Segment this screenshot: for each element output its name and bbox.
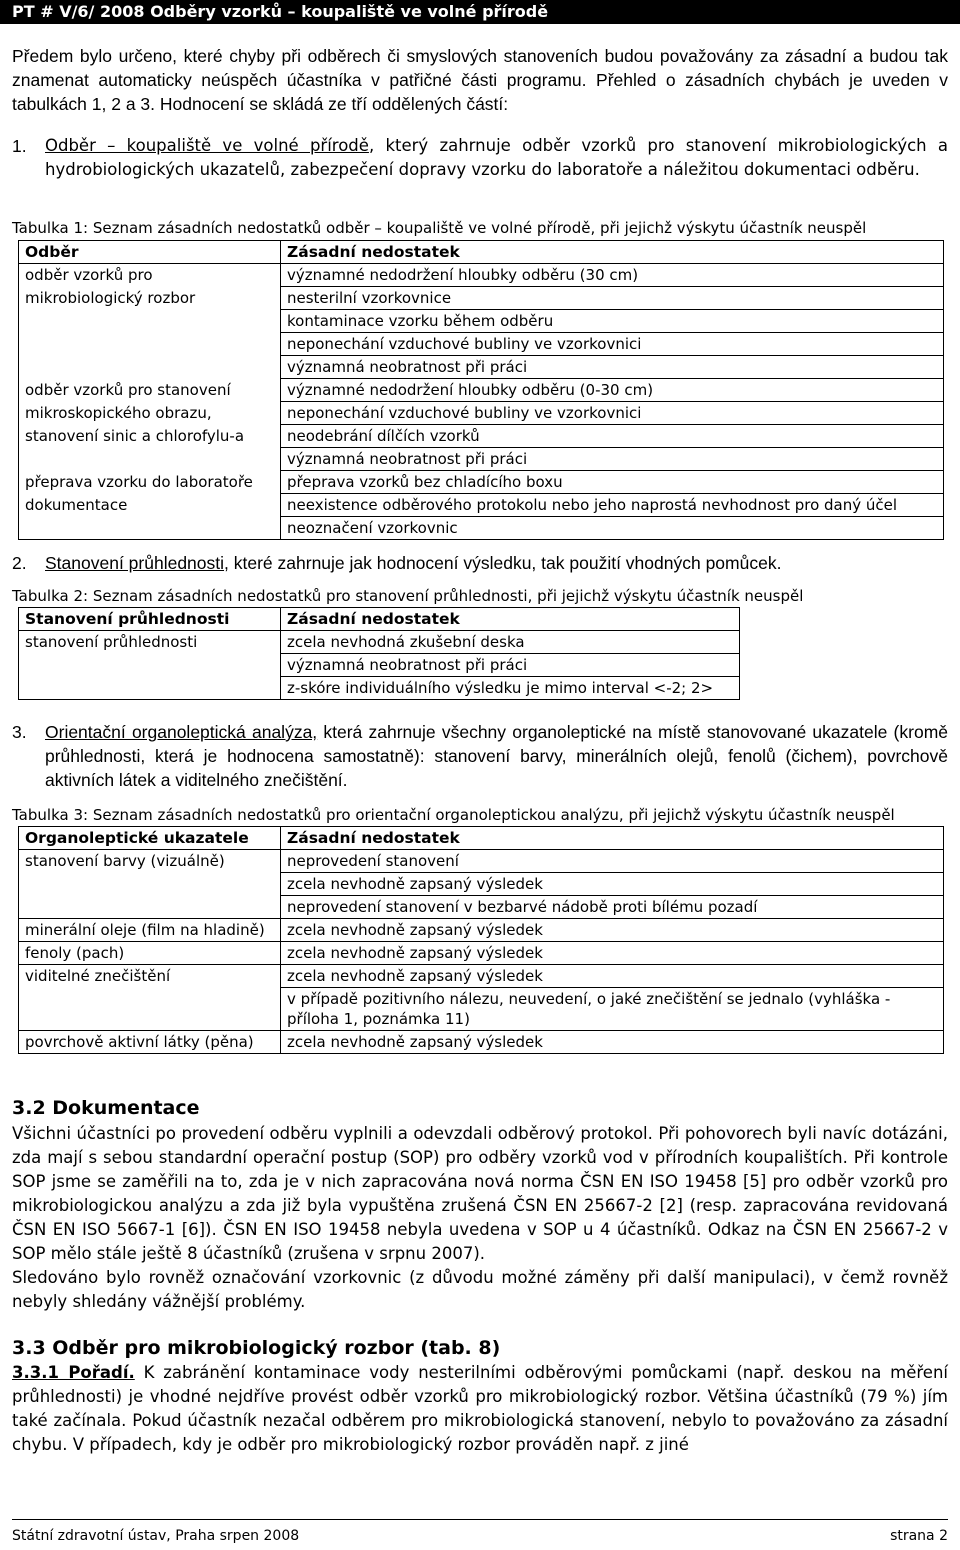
- item2-rest: , které zahrnuje jak hodnocení výsledku, tak použití vhodných pomůcek.: [224, 553, 782, 573]
- footer-institution: Státní zdravotní ústav, Praha srpen 2008: [12, 1528, 300, 1544]
- item2-paragraph: [45, 551, 948, 575]
- table-cell: mikroskopického obrazu,: [19, 402, 281, 425]
- table2-caption: Tabulka 2: Seznam zásadních nedostatků pro stanovení průhlednosti, při jejichž výskytu účastník neuspěl: [12, 587, 804, 605]
- table-row: [19, 896, 944, 919]
- table-cell: [19, 333, 281, 356]
- table-row: [19, 356, 944, 379]
- item2-lead: Stanovení průhlednosti: [45, 553, 225, 573]
- table-cell: povrchově aktivní látky (pěna): [19, 1031, 281, 1054]
- table-row: [19, 264, 944, 287]
- table-cell: neponechání vzduchové bubliny ve vzorkovnici: [281, 333, 944, 356]
- section-heading-dokumentace: 3.2 Dokumentace: [12, 1097, 200, 1119]
- table-cell: neoznačení vzorkovnic: [281, 517, 944, 540]
- table-cell: [19, 356, 281, 379]
- table-row: [19, 517, 944, 540]
- table-cell: zcela nevhodně zapsaný výsledek: [281, 873, 944, 896]
- table-cell: odběr vzorků pro stanovení: [19, 379, 281, 402]
- table-cell: zcela nevhodně zapsaný výsledek: [281, 1031, 944, 1054]
- table-row: [19, 494, 944, 517]
- running-header: PT # V/6/ 2008 Odběry vzorků – koupaliště ve volné přírodě: [0, 0, 960, 24]
- table-cell: stanovení barvy (vizuálně): [19, 850, 281, 873]
- table-cell: neexistence odběrového protokolu nebo jeho naprostá nevhodnost pro daný účel: [281, 494, 944, 517]
- table-row: [19, 333, 944, 356]
- table-row: [19, 310, 944, 333]
- table-cell: [19, 988, 281, 1031]
- item3-number: 3.: [12, 722, 27, 742]
- table-row: [19, 965, 944, 988]
- section32-paragraph1: Všichni účastníci po provedení odběru vyplnili a odevzdali odběrový protokol. Při pohovorech byli navíc dotázáni, zda mají s sebou standardní operační postup (SOP) pro odběry vzorků vod v přírodních koupalištích. Při kontrole SOP jsme se zaměřili na to, zda je v nich zapracována nová norma ČSN EN ISO 19458 [5] pro odběr vzorků pro mikrobiologickou analýzu a zda již byla vypuštěna zrušená ČSN EN 25667-2 [2] (resp. zapracována revidovaná ČSN EN ISO 5667-1 [6]). ČSN EN ISO 19458 nebyla uvedena v SOP u 4 účastníků. Odkaz na ČSN EN 25667-2 v SOP mělo stále ještě 8 účastníků (zrušena v srpnu 2007).: [12, 1124, 948, 1263]
- table-cell: kontaminace vzorku během odběru: [281, 310, 944, 333]
- table-cell: významná neobratnost při práci: [281, 448, 944, 471]
- table3-col2: Zásadní nedostatek: [281, 827, 944, 850]
- table2-header: [19, 608, 740, 631]
- item1-number: 1.: [12, 136, 27, 156]
- table-cell: zcela nevhodně zapsaný výsledek: [281, 942, 944, 965]
- section32-paragraph2: Sledováno bylo rovněž označování vzorkovnic (z důvodu možné záměny při další manipulaci), v čemž rovněž nebyly shledány vážnější problémy.: [12, 1268, 948, 1311]
- table1-col2: Zásadní nedostatek: [281, 241, 944, 264]
- table-row: [19, 425, 944, 448]
- table-cell: odběr vzorků pro: [19, 264, 281, 287]
- table-cell: významná neobratnost při práci: [281, 356, 944, 379]
- table-cell: [19, 448, 281, 471]
- table-cell: fenoly (pach): [19, 942, 281, 965]
- table-row: [19, 471, 944, 494]
- table-row: [19, 677, 740, 700]
- table-cell: [19, 654, 281, 677]
- table-row: [19, 942, 944, 965]
- table-cell: zcela nevhodně zapsaný výsledek: [281, 965, 944, 988]
- footer-page-number: strana 2: [890, 1528, 948, 1544]
- intro-paragraph: Předem bylo určeno, které chyby při odběrech či smyslových stanoveních budou považovány za zásadní a budou tak znamenat automaticky neúspěch účastníka v patřičné části programu. Přehled o zásadních chybách je uveden v tabulkách 1, 2 a 3. Hodnocení se skládá ze tří oddělených částí:: [12, 46, 948, 114]
- table-cell: [19, 310, 281, 333]
- table-cell: [19, 677, 281, 700]
- table-cell: [19, 517, 281, 540]
- table2-col2: Zásadní nedostatek: [281, 608, 740, 631]
- table-cell: [19, 873, 281, 896]
- table-cell: dokumentace: [19, 494, 281, 517]
- table1: [18, 240, 944, 540]
- table-cell: významná neobratnost při práci: [281, 654, 740, 677]
- table-cell: viditelné znečištění: [19, 965, 281, 988]
- table-cell: přeprava vzorku do laboratoře: [19, 471, 281, 494]
- table3: [18, 826, 944, 1054]
- table2-col1: Stanovení průhlednosti: [19, 608, 281, 631]
- table-cell: [19, 896, 281, 919]
- table-cell: v případě pozitivního nálezu, neuvedení, o jaké znečištění se jednalo (vyhláška - příloha 1, poznámka 11): [281, 988, 944, 1031]
- table-row: [19, 631, 740, 654]
- table3-col1: Organoleptické ukazatele: [19, 827, 281, 850]
- table3-caption: Tabulka 3: Seznam zásadních nedostatků pro orientační organoleptickou analýzu, při jejichž výskytu účastník neuspěl: [12, 806, 895, 824]
- table-row: [19, 448, 944, 471]
- item1-lead: Odběr – koupaliště ve volné přírodě: [45, 136, 369, 155]
- table3-header: [19, 827, 944, 850]
- table-row: [19, 379, 944, 402]
- item1-paragraph: [45, 134, 948, 182]
- section-heading-odber: 3.3 Odběr pro mikrobiologický rozbor (tab. 8): [12, 1337, 501, 1359]
- table-cell: neodebrání dílčích vzorků: [281, 425, 944, 448]
- table-row: [19, 850, 944, 873]
- table-cell: přeprava vzorků bez chladícího boxu: [281, 471, 944, 494]
- table-cell: minerální oleje (film na hladině): [19, 919, 281, 942]
- table-cell: stanovení sinic a chlorofylu-a: [19, 425, 281, 448]
- item3-lead: Orientační organoleptická analýza,: [45, 722, 318, 742]
- table1-col1: Odběr: [19, 241, 281, 264]
- section33-text: K zabránění kontaminace vody nesterilními odběrovými pomůckami (např. deskou na měření průhlednosti) je vhodné nejdříve provést odběr vzorků pro mikrobiologický rozbor. Většina účastníků (79 %) jím také začínala. Pokud účastník nezačal odběrem pro mikrobiologická stanovení, nebylo to považováno za zásadní chybu. V případech, kdy je odběr pro mikrobiologický rozbor prováděn např. z jiné: [12, 1363, 948, 1454]
- table-cell: stanovení průhlednosti: [19, 631, 281, 654]
- subsection-heading-poradi: 3.3.1 Pořadí.: [12, 1363, 135, 1382]
- table1-header: [19, 241, 944, 264]
- table-cell: zcela nevhodně zapsaný výsledek: [281, 919, 944, 942]
- table-row: [19, 988, 944, 1031]
- table-cell: z-skóre individuálního výsledku je mimo interval <-2; 2>: [281, 677, 740, 700]
- item2-number: 2.: [12, 553, 27, 573]
- table2: [18, 607, 740, 700]
- item3-rest: která zahrnuje všechny organoleptické na místě stanovované ukazatele (kromě průhlednosti, která je hodnocena samostatně): stanovení barvy, minerálních olejů, fenolů (čichem), povrchově aktivních látek a viditelného znečištění.: [45, 722, 948, 790]
- table-cell: neprovedení stanovení v bezbarvé nádobě proti bílému pozadí: [281, 896, 944, 919]
- table1-caption: Tabulka 1: Seznam zásadních nedostatků odběr – koupaliště ve volné přírodě, při jejichž výskytu účastník neuspěl: [12, 219, 867, 237]
- table-cell: neponechání vzduchové bubliny ve vzorkovnici: [281, 402, 944, 425]
- table-row: [19, 287, 944, 310]
- section33-paragraph: [12, 1361, 948, 1457]
- table-row: [19, 1031, 944, 1054]
- table-cell: zcela nevhodná zkušební deska: [281, 631, 740, 654]
- table-row: [19, 919, 944, 942]
- item3-paragraph: [45, 720, 948, 792]
- footer-divider: [12, 1519, 948, 1520]
- table-row: [19, 402, 944, 425]
- table-cell: nesterilní vzorkovnice: [281, 287, 944, 310]
- table-row: [19, 873, 944, 896]
- table-cell: významné nedodržení hloubky odběru (30 cm): [281, 264, 944, 287]
- table-row: [19, 654, 740, 677]
- item1-rest: , který zahrnuje odběr vzorků pro stanovení mikrobiologických a hydrobiologických ukazatelů, zabezpečení dopravy vzorku do laboratoře a náležitou dokumentaci odběru.: [45, 136, 948, 179]
- table-cell: neprovedení stanovení: [281, 850, 944, 873]
- table-cell: významné nedodržení hloubky odběru (0-30 cm): [281, 379, 944, 402]
- table-cell: mikrobiologický rozbor: [19, 287, 281, 310]
